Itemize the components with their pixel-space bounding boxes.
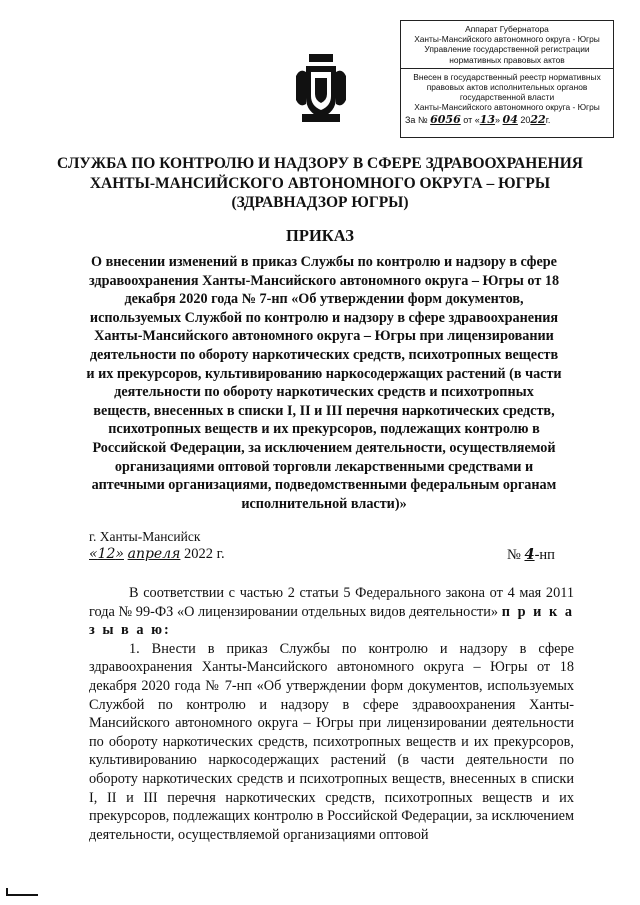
agency-line: ХАНТЫ-МАНСИЙСКОГО АВТОНОМНОГО ОКРУГА – ЮГРЫ <box>89 174 551 192</box>
paragraph: 1. Внести в приказ Службы по контролю и надзору в сфере здравоохранения Ханты-Мансийского автономного округа – Югры от 18 декабря 2020 года № 7-нп «Об утверждении форм документов, используемых Службой по контролю и надзору в сфере здравоохранения Ханты-Мансийского автономного округа – Югры при лицензировании деятельности по обороту наркотических средств, психотропных веществ и их прекурсоров, культивированию наркосодержащих растений (в части деятельности по обороту наркотических средств и психотропных веществ, внесенных в списки I, II и III перечня наркотических средств, психотропных веществ и их прекурсоров, подлежащих контролю в Российской Федерации, за исключением деятельности, осуществляемой организациями оптовой <box>89 640 574 843</box>
number-prefix: № <box>507 547 521 563</box>
number-value: 4 <box>524 546 535 563</box>
reg-prefix: За № <box>405 114 428 125</box>
scan-margin-mark <box>6 888 38 896</box>
reg-year: 22 <box>530 112 546 126</box>
stamp-registration-line <box>405 112 609 126</box>
stamp-line: правовых актов исполнительных органов <box>426 82 588 93</box>
document-number <box>507 546 555 564</box>
stamp-line: Управление государственной регистрации <box>424 44 590 55</box>
agency-line: СЛУЖБА ПО КОНТРОЛЮ И НАДЗОРУ В СФЕРЕ ЗДРАВООХРАНЕНИЯ <box>57 155 583 172</box>
stamp-line: Ханты-Мансийского автономного округа - Югры <box>414 102 600 113</box>
stamp-divider <box>401 68 613 69</box>
order-word: п р и к а з ы в а ю: <box>89 603 575 639</box>
reg-year-prefix: 20 <box>520 114 531 125</box>
agency-header <box>40 154 600 213</box>
date-year: 2022 г. <box>184 546 225 562</box>
reg-day: 13 <box>479 112 496 126</box>
document-subject: О внесении изменений в приказ Службы по контролю и надзору в сфере здравоохранения Ханты-Мансийского автономного округа – Югры от 18 декабря 2020 года № 7-нп «Об утверждении форм документов, используемых Службой по контролю и надзору в сфере здравоохранения Ханты-Мансийского автономного округа – Югры при лицензировании деятельности по обороту наркотических средств, психотропных веществ и их прекурсоров, культивированию наркосодержащих растений (в части деятельности по обороту наркотических средств и психотропных веществ, внесенных в списки I, II и III перечня наркотических средств, психотропных веществ и их прекурсоров, подлежащих контролю в Российской Федерации, за исключением деятельности, осуществляемой организациями оптовой торговли лекарственными средствами и аптечными организациями, подведомственными федеральным органам исполнительной власти)» <box>86 254 562 512</box>
reg-month: 04 <box>502 112 518 126</box>
date-day: 12 <box>97 546 116 562</box>
stamp-line: Аппарат Губернатора <box>465 24 549 34</box>
document-date <box>89 546 225 563</box>
preamble-text: В соответствии с частью 2 статьи 5 Федерального закона от 4 мая 2011 года № 99-ФЗ «О лицензировании отдельных видов деятельности» <box>89 585 574 620</box>
date-month: апреля <box>127 546 181 562</box>
stamp-line: нормативных правовых актов <box>449 54 565 65</box>
reg-quote: » <box>495 114 501 125</box>
stamp-line: государственной власти <box>459 92 555 103</box>
document-body <box>89 584 574 844</box>
number-suffix: -нп <box>534 547 555 563</box>
stamp-line: Ханты-Мансийского автономного округа - Югры <box>414 34 600 45</box>
stamp-line: Внесен в государственный реестр нормативных <box>413 71 601 82</box>
coat-of-arms-icon <box>294 54 348 124</box>
agency-line: (ЗДРАВНАДЗОР ЮГРЫ) <box>231 194 409 211</box>
document-type: ПРИКАЗ <box>286 226 354 245</box>
paragraph <box>89 584 574 640</box>
reg-year-suffix: г. <box>545 114 551 125</box>
registration-stamp <box>400 20 614 138</box>
reg-number: 6056 <box>430 112 461 126</box>
place-of-issue: г. Ханты-Мансийск <box>89 529 201 544</box>
reg-from: от « <box>463 114 480 125</box>
date-open-quote: « <box>89 546 98 562</box>
date-close-quote: » <box>115 546 124 562</box>
